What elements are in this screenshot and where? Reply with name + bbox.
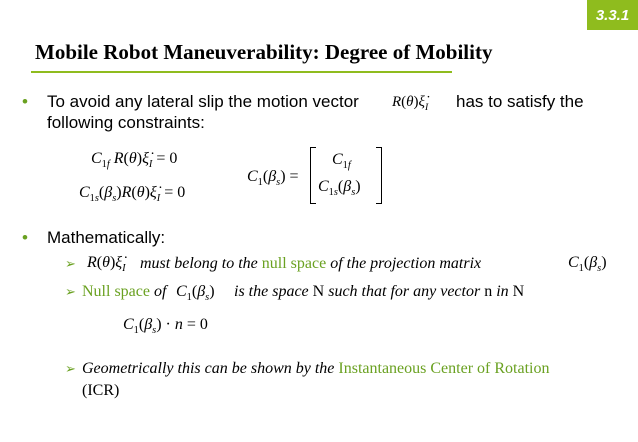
title-underline	[31, 71, 452, 73]
motion-vector-expr: $R(\theta)\xi̇_I$	[392, 94, 429, 113]
bullet-1-text-after: has to satisfy the	[456, 92, 584, 111]
sub-bullet-3-line-1	[82, 360, 549, 378]
null-space-term: null space	[261, 255, 327, 272]
icr-term: Instantaneous Center of Rotation	[338, 360, 550, 377]
constraint-eq-1: $C_{1f}$ $R(\theta)\xi̇_I = 0$	[91, 150, 178, 171]
sub-2-vector: such that for any vector	[328, 283, 481, 300]
projection-matrix-expr-2: $C_1(\beta_s)$	[176, 283, 215, 304]
slide-title: Mobile Robot Maneuverability: Degree of Mobility	[35, 40, 493, 64]
sub-bullet-2-part-1	[82, 283, 166, 301]
arrow-bullet-icon: ➢	[65, 285, 76, 300]
sub-1-mid: must belong to the	[140, 255, 258, 272]
sub-2-space: is the space	[234, 283, 309, 300]
sub-2-in: in	[496, 283, 509, 300]
bullet-1-line-2: following constraints:	[47, 113, 205, 132]
bullet-icon: •	[22, 92, 28, 111]
matrix-equals: =	[289, 168, 299, 185]
bullet-2-text: Mathematically:	[47, 228, 166, 247]
matrix-lhs: $C_1(\beta_s)$ =	[247, 168, 299, 189]
sub-3-text: Geometrically this can be shown by the	[82, 360, 335, 377]
bullet-1-line-1	[47, 92, 359, 112]
set-n-2: N	[512, 283, 525, 300]
sub-bullet-2-part-2	[234, 283, 524, 301]
matrix-left-bracket	[310, 147, 316, 204]
bullet-1-text-before: To avoid any lateral slip the motion vector	[47, 92, 359, 111]
projection-matrix-expr: $C_1(\beta_s)$	[568, 254, 607, 275]
bullet-icon: •	[22, 228, 28, 247]
vector-n: n	[484, 283, 493, 300]
null-space-eq: $C_1(\beta_s) \cdot n = 0$	[123, 316, 208, 337]
motion-vector-expr-2: $R(\theta)\xi̇_I$	[87, 254, 126, 275]
null-space-term-2: Null space	[82, 283, 150, 300]
eq-2-rhs: = 0	[164, 184, 186, 201]
constraint-eq-2: $C_{1s}(\beta_s)R(\theta)\xi̇_I = 0$	[79, 184, 186, 205]
set-n: N	[312, 283, 325, 300]
sub-bullet-3-line-2: (ICR)	[82, 382, 120, 399]
matrix-entry-1: $C_{1f}$	[332, 151, 351, 172]
eq-4-rhs: = 0	[186, 316, 208, 333]
sub-1-end: of the projection matrix	[330, 255, 482, 272]
matrix-right-bracket	[376, 147, 382, 204]
section-badge: 3.3.1	[587, 0, 638, 30]
sub-2-of: of	[153, 283, 167, 300]
sub-bullet-1-text	[140, 255, 481, 273]
arrow-bullet-icon: ➢	[65, 257, 76, 272]
eq-1-rhs: = 0	[156, 150, 178, 167]
arrow-bullet-icon: ➢	[65, 362, 76, 377]
matrix-entry-2: $C_{1s}(\beta_s)$	[318, 178, 361, 199]
